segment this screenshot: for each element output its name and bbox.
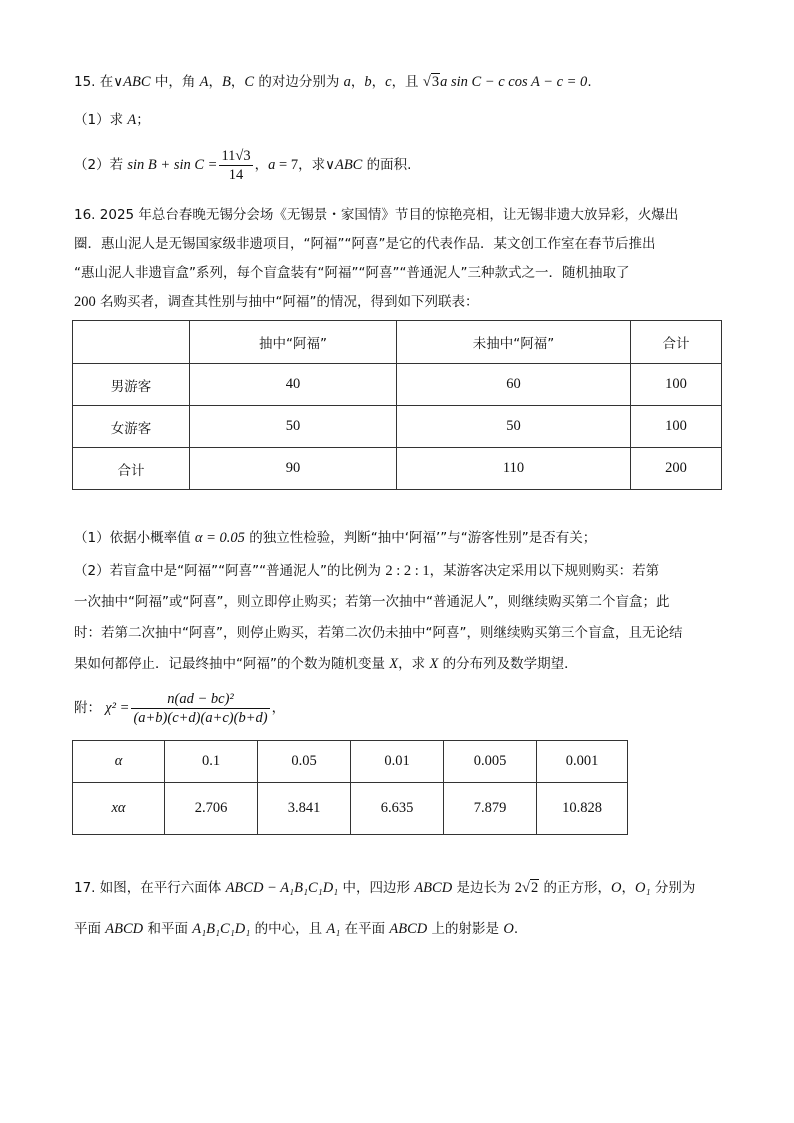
denominator: (a+b)(c+d)(a+c)(b+d)	[133, 709, 268, 726]
q16-part1	[74, 528, 596, 548]
math: O	[611, 880, 622, 896]
table-cell: 女游客	[73, 406, 190, 448]
math: = 7	[275, 157, 299, 173]
text: 的面积.	[362, 157, 412, 173]
text: ，	[371, 74, 386, 90]
table-cell: 50	[397, 406, 631, 448]
text: ，求	[398, 656, 430, 672]
sqrt-symbol: √	[522, 880, 530, 896]
table-cell: 未抽中“阿福”	[397, 321, 631, 364]
math: 2	[514, 880, 523, 896]
text: （2）若盲盒中是“阿福”“阿喜”“普通泥人”的比例为	[74, 563, 386, 579]
math: a	[268, 157, 276, 173]
math: ABCD	[389, 921, 428, 937]
text: ，某游客决定采用以下规则购买：若第	[429, 563, 660, 579]
math: a sin C − c cos A − c = 0	[440, 74, 588, 90]
table-cell: 抽中“阿福”	[190, 321, 397, 364]
math: χ² =	[105, 700, 130, 716]
math: c	[385, 74, 392, 90]
math: ABC	[123, 74, 151, 90]
text: 中，四边形	[338, 880, 415, 896]
math: X	[389, 656, 399, 672]
math: O	[503, 921, 514, 937]
table-cell: 6.635	[351, 783, 444, 835]
q15-part1	[74, 110, 150, 130]
table-cell: 合计	[73, 448, 190, 490]
table-header-row	[73, 321, 722, 364]
numerator: n(ad − bc)²	[131, 690, 269, 709]
table-cell: 90	[190, 448, 397, 490]
table-cell: 0.1	[165, 741, 258, 783]
table-cell: 40	[190, 364, 397, 406]
text: 中，角	[150, 74, 200, 90]
text: ，	[621, 880, 636, 896]
math: ABC	[334, 157, 363, 173]
text: 平面	[74, 921, 106, 937]
text: （2）若	[74, 157, 128, 173]
math: a	[343, 74, 351, 90]
table-cell: 100	[631, 364, 722, 406]
math: sin B + sin C =	[127, 157, 218, 173]
number: 200	[74, 294, 96, 310]
text: 的分布列及数学期望．	[438, 656, 578, 672]
table-cell: 50	[190, 406, 397, 448]
math: A	[199, 74, 209, 90]
table-row	[73, 406, 722, 448]
math: 3	[431, 74, 440, 90]
text: ，求∨	[298, 157, 335, 173]
q15-statement	[74, 72, 592, 92]
text: .	[513, 921, 519, 937]
q16-part2-l3: 时：若第二次抽中“阿喜”，则停止购买，若第二次仍未抽中“阿喜”，则继续购买第三个盲盒，且无论结	[74, 625, 683, 641]
math: C	[244, 74, 255, 90]
math: 2 : 2 : 1	[385, 563, 430, 579]
q15-part2	[74, 145, 411, 185]
table-cell: 2.706	[165, 783, 258, 835]
table-row	[73, 448, 722, 490]
math: ABCD − A₁B₁C₁D₁	[225, 880, 339, 896]
table-cell: 0.05	[258, 741, 351, 783]
table-cell: α	[73, 741, 165, 783]
text: （1）求	[74, 112, 128, 128]
table-cell: 7.879	[444, 783, 537, 835]
text: 的独立性检验，判断“抽中‘阿福’”与“游客性别”是否有关；	[244, 530, 597, 546]
table-cell: 110	[397, 448, 631, 490]
fraction	[219, 147, 252, 184]
text: 15. 在∨	[74, 74, 124, 90]
math: X	[429, 656, 439, 672]
table-cell: 合计	[631, 321, 722, 364]
fraction	[131, 690, 269, 727]
text: ，	[230, 74, 245, 90]
text: 名购买者，调查其性别与抽中“阿福”的情况，得到如下列联表：	[95, 294, 479, 310]
math: B	[222, 74, 231, 90]
table-cell: 10.828	[537, 783, 628, 835]
text: 在平面	[340, 921, 390, 937]
q16-part2-l1	[74, 561, 659, 581]
table-cell: 3.841	[258, 783, 351, 835]
text: 的正方形，	[539, 880, 612, 896]
table-cell: 200	[631, 448, 722, 490]
text: 分别为	[650, 880, 696, 896]
text: ；	[136, 112, 150, 128]
numerator: 11√3	[221, 147, 251, 164]
text: ，	[350, 74, 365, 90]
text: 17. 如图，在平行六面体	[74, 880, 226, 896]
math: O₁	[635, 880, 651, 896]
math: b	[364, 74, 372, 90]
text: 附：	[74, 700, 101, 716]
math: A₁	[326, 921, 341, 937]
table-cell: 100	[631, 406, 722, 448]
q16-part2-l2: 一次抽中“阿福”或“阿喜”，则立即停止购买；若第一次抽中“普通泥人”，则继续购买第二个盲盒；此	[74, 594, 670, 610]
table-row	[73, 741, 628, 783]
table-cell: 0.001	[537, 741, 628, 783]
math: A₁B₁C₁D₁	[192, 921, 251, 937]
q16-p3: “惠山泥人非遗盲盒”系列，每个盲盒装有“阿福”“阿喜”“普通泥人”三种款式之一．随机抽取了	[74, 265, 630, 281]
critical-value-table	[72, 740, 628, 835]
math: ABCD	[414, 880, 453, 896]
sqrt-symbol: √	[422, 74, 431, 90]
q16-p4	[74, 292, 479, 312]
text: 果如何都停止．记最终抽中“阿福”的个数为随机变量	[74, 656, 390, 672]
text: 上的射影是	[427, 921, 504, 937]
text: ，	[271, 700, 286, 716]
text: 和平面	[143, 921, 193, 937]
table-cell: 0.01	[351, 741, 444, 783]
table-cell: 男游客	[73, 364, 190, 406]
text: 的中心，且	[250, 921, 327, 937]
q16-part2-l4	[74, 654, 578, 674]
text: 的对边分别为	[254, 74, 344, 90]
math: 2	[530, 880, 539, 896]
denominator: 14	[228, 166, 244, 183]
text: ，	[208, 74, 222, 90]
contingency-table	[72, 320, 722, 490]
math: α = 0.05	[194, 530, 245, 546]
q16-p1: 16. 2025 年总台春晚无锡分会场《无锡景・家国情》节目的惊艳亮相，让无锡非遗大放异彩，火爆出	[74, 207, 679, 223]
text: ，	[254, 157, 269, 173]
table-cell	[73, 321, 190, 364]
math: A	[127, 112, 137, 128]
chi-square-formula	[74, 688, 285, 728]
table-cell: 60	[397, 364, 631, 406]
text: （1）依据小概率值	[74, 530, 195, 546]
table-row	[73, 783, 628, 835]
table-cell: 0.005	[444, 741, 537, 783]
text: 是边长为	[452, 880, 515, 896]
q17-l2	[74, 919, 518, 939]
q16-p2: 圈．惠山泥人是无锡国家级非遗项目，“阿福”“阿喜”是它的代表作品．某文创工作室在春节后推出	[74, 236, 656, 252]
q17-l1	[74, 878, 695, 898]
text: .	[587, 74, 592, 90]
math: ABCD	[105, 921, 144, 937]
table-cell: xα	[73, 783, 165, 835]
table-row	[73, 364, 722, 406]
text: ，且	[391, 74, 423, 90]
